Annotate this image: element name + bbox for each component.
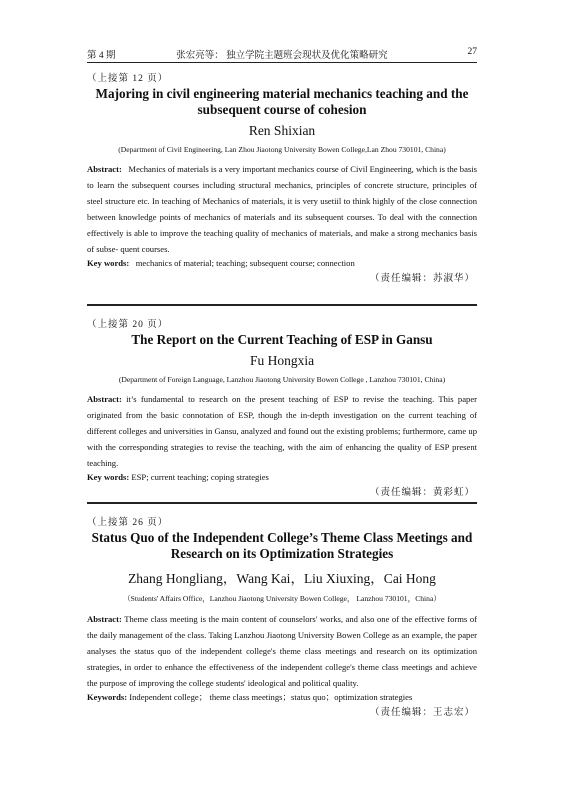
article-1 — [87, 70, 477, 284]
abstract — [87, 611, 477, 691]
editor-note: （责任编辑：黄彩虹） — [369, 488, 475, 498]
affiliation: （Students' Affairs Office，Lanzhou Jiaotong University Bowen College， Lanzhou 730101，China） — [123, 594, 441, 603]
issue-label: 第 4 期 — [87, 51, 116, 61]
author-name: Fu Hongxia — [249, 353, 315, 368]
keywords-text: ESP; current teaching; coping strategies — [131, 472, 269, 482]
article-3 — [87, 514, 477, 718]
abstract-text: Theme class meeting is the main content of counselors' works, and also one of the effective forms of the daily management of the class. Taking Lanzhou Jiaotong University Bowen College as an example, the paper analyses the status quo of the independent college's theme class meetings and research on its optimization strategies, in order to enhance the effectiveness of the independent college's theme class meetings and achieve the purpose of improving the college students' ideological and political quality. — [87, 614, 477, 688]
keywords-label: Key words: — [87, 472, 130, 482]
continued-from: （上接第 20 页） — [87, 320, 169, 330]
article-2 — [87, 316, 477, 498]
abstract-text: Mechanics of materials is a very important mechanics course of Civil Engineering, which is the basis to learn the subsequent courses including structural mechanics, principles of concrete structure, principles of steel structure etc. In teaching of Mechanics of materials, it is very usetiil to think highly of the close connection between knowledge points of mechanics of materials and its subsequent courses. To deal with the connection effectively is able to improve the teaching quality of mechanics of materials, and make a strong mechanics basis of subse- quent courses. — [87, 164, 477, 254]
abstract-text: it’s fundamental to research on the present teaching of ESP to revise the teaching. This paper originated from the basic connotation of ESP, though the in-depth investigation on the current teaching of different colleges and universities in Gansu, analyzed and found out the existing problems; furthermore, came up with the corresponding strategies to revise the teaching, with the aim of enhancing the quality of ESP present teaching. — [87, 394, 478, 468]
affiliation: (Department of Civil Engineering, Lan Zhou Jiaotong University Bowen College,Lan Zhou 730101, China) — [118, 145, 446, 154]
author-name: Zhang Hongliang，Wang Kai，Liu Xiuxing，Cai Hong — [128, 571, 436, 586]
running-title: 张宏亮等： 独立学院主题班会现状及优化策略研究 — [176, 51, 388, 61]
keywords — [87, 257, 477, 270]
keywords — [87, 691, 477, 704]
continued-from: （上接第 26 页） — [87, 518, 169, 528]
continued-from: （上接第 12 页） — [87, 74, 169, 84]
section-divider — [87, 304, 477, 306]
article-title: The Report on the Current Teaching of ESP in Gansu — [131, 332, 433, 347]
keywords-label: Key words: — [87, 258, 130, 268]
page-header — [87, 47, 477, 61]
keywords-text: Independent college； theme class meetings；status quo；optimization strategies — [129, 692, 413, 702]
keywords-label: Keywords: — [87, 692, 128, 702]
author-name: Ren Shixian — [248, 123, 316, 138]
article-title: Status Quo of the Independent College’s Theme Class Meetings and Research on its Optimization Strategies — [91, 530, 473, 561]
keywords — [87, 471, 477, 484]
affiliation: (Department of Foreign Language, Lanzhou Jiaotong University Bowen College , Lanzhou 730101, China) — [118, 375, 446, 384]
abstract-label: Abstract: — [87, 164, 122, 174]
keywords-text: mechanics of material; teaching; subsequent course; connection — [135, 258, 355, 268]
abstract-label: Abstract: — [87, 394, 122, 404]
section-divider — [87, 502, 477, 504]
header-rule — [87, 62, 477, 63]
page-number: 27 — [467, 47, 477, 57]
abstract-label: Abstract: — [87, 614, 122, 624]
article-title: Majoring in civil engineering material mechanics teaching and the subsequent course of cohesion — [95, 86, 469, 117]
abstract — [87, 391, 477, 471]
editor-note: （责任编辑：王志宏） — [369, 708, 475, 718]
abstract — [87, 161, 477, 257]
editor-note: （责任编辑：苏淑华） — [369, 274, 475, 284]
